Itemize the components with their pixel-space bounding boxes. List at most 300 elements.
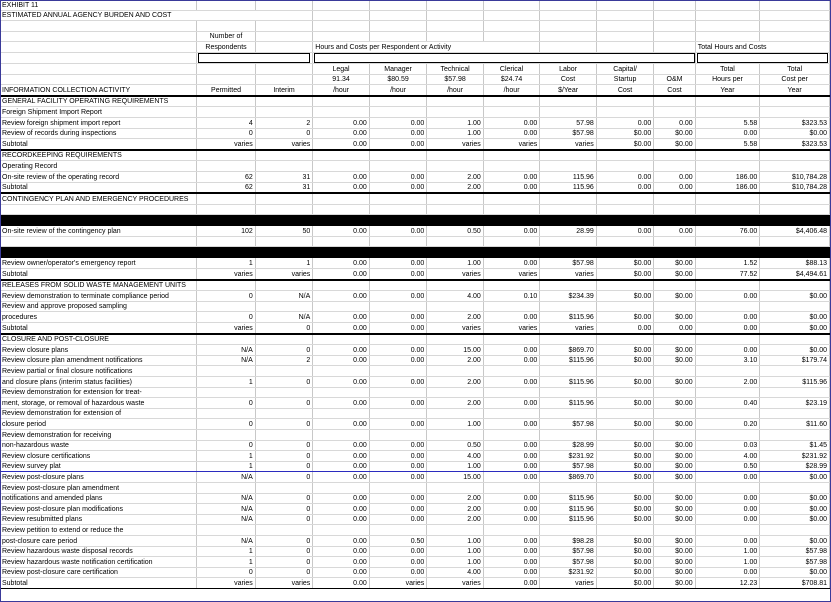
value-cell: $115.96 [540,398,597,409]
label-row [0,429,830,440]
value-cell: $57.98 [540,557,597,568]
activity-label: Subtotal [0,323,197,334]
table-row [0,440,830,451]
manager-header-2: $80.59 [369,74,427,85]
value-cell: $323.53 [760,139,830,150]
empty-cell [483,301,540,312]
value-cell: 0.00 [695,128,760,139]
subtotal-row [0,323,830,334]
num-respondents-label-1: Number of [197,31,256,42]
value-cell: 0.00 [313,323,370,334]
empty-cell [596,107,654,118]
empty-cell [540,429,597,440]
value-cell: N/A [197,504,256,515]
value-cell: 0.00 [313,226,370,237]
activity-label: Subtotal [0,182,197,193]
value-cell: N/A [197,472,256,483]
empty-cell [427,429,484,440]
empty-cell [313,96,370,107]
value-cell: $231.92 [540,567,597,578]
section-header-row [0,96,830,107]
redacted-cell [369,247,427,258]
total-cost-header-3: Year [760,85,830,96]
value-cell: varies [483,323,540,334]
activity-label: On-site review of the operating record [0,171,197,182]
empty-cell [760,107,830,118]
table-row [0,117,830,128]
value-cell: 0.00 [369,504,427,515]
empty-cell [255,204,313,215]
empty-cell [760,193,830,204]
empty-cell [483,366,540,377]
value-cell: 2.00 [427,377,484,388]
legal-header-1: Legal [313,63,370,74]
empty-cell [197,429,256,440]
value-cell: 0 [255,323,313,334]
empty-cell [540,366,597,377]
table-row [0,355,830,366]
empty-cell [313,161,370,172]
value-cell: 0 [255,567,313,578]
empty-cell [695,150,760,161]
table-body [0,96,830,589]
redacted-cell [695,247,760,258]
empty-cell [483,193,540,204]
total-hours-header-2: Hours per [695,74,760,85]
value-cell: 0.00 [654,323,695,334]
value-cell: 1.00 [427,419,484,430]
activity-label: Review owner/operator's emergency report [0,258,197,269]
empty-cell [596,301,654,312]
redacted-row [0,247,830,258]
value-cell: $0.00 [654,377,695,388]
redacted-cell [197,247,256,258]
empty-cell [654,161,695,172]
activity-label: Review survey plat [0,461,197,472]
value-cell: 0 [255,514,313,525]
value-cell: $0.00 [654,451,695,462]
empty-cell [540,193,597,204]
value-cell: 0.00 [369,567,427,578]
table-row [0,514,830,525]
activity-label: Review demonstration for extension for treat- [0,387,197,398]
activity-label: Foreign Shipment Import Report [0,107,197,118]
empty-cell [654,429,695,440]
activity-label [0,204,197,215]
empty-cell [540,301,597,312]
value-cell: $231.92 [540,451,597,462]
value-cell: 0.00 [483,440,540,451]
value-cell: 2.00 [427,493,484,504]
empty-cell [596,150,654,161]
table-row [0,258,830,269]
empty-cell [427,204,484,215]
value-cell: $0.00 [760,345,830,356]
empty-cell [483,161,540,172]
value-cell: $57.98 [540,461,597,472]
value-cell: 77.52 [695,269,760,280]
value-cell: 4.00 [427,567,484,578]
value-cell: 0.00 [654,182,695,193]
empty-cell [369,366,427,377]
table-row [0,451,830,462]
value-cell: varies [197,578,256,589]
value-cell: $0.00 [654,269,695,280]
label-row [0,204,830,215]
value-cell: $57.98 [540,419,597,430]
activity-label: closure period [0,419,197,430]
activity-label: Subtotal [0,269,197,280]
empty-cell [760,161,830,172]
value-cell: 0.00 [313,182,370,193]
value-cell: $0.00 [654,440,695,451]
empty-cell [427,280,484,291]
empty-cell [197,161,256,172]
value-cell: 0.00 [313,461,370,472]
value-cell: 0.00 [369,345,427,356]
permitted-header: Permitted [197,85,256,96]
value-cell: 0.00 [483,258,540,269]
activity-label: Review closure plans [0,345,197,356]
empty-cell [197,96,256,107]
empty-cell [695,193,760,204]
value-cell: 0.00 [313,345,370,356]
redacted-cell [654,215,695,226]
empty-cell [654,482,695,493]
section-title: RELEASES FROM SOLID WASTE MANAGEMENT UNITS [0,280,197,291]
empty-cell [540,387,597,398]
labor-header-2: Cost [540,74,597,85]
value-cell: 0 [255,493,313,504]
value-cell: 2 [255,355,313,366]
activity-label: Review foreign shipment import report [0,117,197,128]
value-cell: $179.74 [760,355,830,366]
value-cell: $869.70 [540,472,597,483]
value-cell: $11.60 [760,419,830,430]
redacted-cell [483,247,540,258]
value-cell: $4,494.61 [760,269,830,280]
empty-cell [695,107,760,118]
value-cell: 1 [197,451,256,462]
hours-costs-bracket [314,53,694,63]
value-cell: $57.98 [540,546,597,557]
empty-cell [654,280,695,291]
value-cell: $115.96 [540,355,597,366]
empty-cell [483,525,540,536]
value-cell: $0.00 [596,312,654,323]
value-cell: $234.39 [540,291,597,302]
value-cell: $0.00 [596,419,654,430]
value-cell: 0.00 [313,312,370,323]
value-cell: 0.00 [695,323,760,334]
value-cell: 0.00 [483,451,540,462]
value-cell: 0.00 [483,504,540,515]
empty-cell [760,366,830,377]
table-row [0,461,830,472]
redacted-cell [483,215,540,226]
value-cell: $98.28 [540,535,597,546]
value-cell: varies [427,578,484,589]
section-title: CONTINGENCY PLAN AND EMERGENCY PROCEDURES [0,193,197,204]
value-cell: 0 [197,312,256,323]
empty-cell [695,280,760,291]
value-cell: 2.00 [427,514,484,525]
activity-label: post-closure care period [0,535,197,546]
value-cell: $0.00 [654,355,695,366]
empty-cell [654,301,695,312]
value-cell: 1.00 [427,461,484,472]
respondents-bracket [198,53,310,63]
empty-cell [369,236,427,247]
empty-cell [483,96,540,107]
value-cell: $0.00 [760,128,830,139]
clerical-header-3: /hour [483,85,540,96]
empty-cell [255,193,313,204]
empty-cell [427,408,484,419]
value-cell: varies [540,139,597,150]
value-cell: 0 [255,557,313,568]
empty-cell [255,429,313,440]
capital-header-3: Cost [596,85,654,96]
value-cell: $0.00 [760,504,830,515]
value-cell: $0.00 [760,514,830,525]
empty-cell [596,204,654,215]
redacted-cell [197,215,256,226]
empty-cell [540,150,597,161]
technical-header-2: $57.98 [427,74,484,85]
value-cell: 0.00 [313,171,370,182]
empty-cell [369,482,427,493]
value-cell: varies [255,139,313,150]
legal-header-2: 91.34 [313,74,370,85]
value-cell: 76.00 [695,226,760,237]
value-cell: 0 [255,377,313,388]
value-cell: 0.00 [369,440,427,451]
activity-label: procedures [0,312,197,323]
empty-cell [255,150,313,161]
value-cell: $28.99 [540,440,597,451]
empty-cell [427,387,484,398]
value-cell: $0.00 [654,461,695,472]
value-cell: 0.00 [695,472,760,483]
empty-cell [695,525,760,536]
empty-cell [427,525,484,536]
value-cell: $0.00 [596,451,654,462]
value-cell: $0.00 [760,323,830,334]
empty-cell [369,429,427,440]
empty-cell [369,334,427,345]
value-cell: 0.00 [369,546,427,557]
value-cell: 0.50 [369,535,427,546]
table-row [0,546,830,557]
value-cell: $0.00 [654,514,695,525]
empty-cell [197,387,256,398]
total-hours-header-3: Year [695,85,760,96]
value-cell: 0.50 [695,461,760,472]
value-cell: 0.20 [695,419,760,430]
table-row [0,419,830,430]
value-cell: $0.00 [596,493,654,504]
table-row [0,291,830,302]
empty-cell [695,429,760,440]
value-cell: $115.96 [540,493,597,504]
empty-cell [197,301,256,312]
empty-cell [654,204,695,215]
value-cell: 2.00 [427,171,484,182]
value-cell: $0.00 [654,546,695,557]
value-cell: 0 [197,440,256,451]
value-cell: 0.00 [483,171,540,182]
value-cell: 1 [197,557,256,568]
empty-cell [760,280,830,291]
value-cell: 2.00 [427,504,484,515]
empty-cell [313,280,370,291]
empty-cell [596,429,654,440]
value-cell: 5.58 [695,117,760,128]
empty-cell [369,408,427,419]
redacted-cell [0,215,197,226]
value-cell: 0.00 [654,117,695,128]
value-cell: $0.00 [654,557,695,568]
om-header-2: O&M [654,74,695,85]
value-cell: 115.96 [540,182,597,193]
empty-cell [483,204,540,215]
value-cell: 0.00 [483,355,540,366]
value-cell: 0.00 [596,182,654,193]
empty-cell [760,204,830,215]
value-cell: $0.00 [596,258,654,269]
value-cell: 0.00 [695,514,760,525]
value-cell: 0.00 [369,451,427,462]
value-cell: 0 [255,345,313,356]
value-cell: 0 [255,419,313,430]
value-cell: N/A [197,345,256,356]
value-cell: 1.00 [695,546,760,557]
activity-label [0,236,197,247]
empty-cell [427,334,484,345]
value-cell: 0 [255,451,313,462]
activity-label: On-site review of the contingency plan [0,226,197,237]
section-header-row [0,334,830,345]
value-cell: 0.00 [313,377,370,388]
value-cell: varies [540,578,597,589]
technical-header-3: /hour [427,85,484,96]
value-cell: 2.00 [695,377,760,388]
value-cell: 31 [255,182,313,193]
value-cell: 0.50 [427,226,484,237]
value-cell: 0.50 [427,440,484,451]
value-cell: $0.00 [654,128,695,139]
empty-cell [197,280,256,291]
value-cell: 0 [255,472,313,483]
value-cell: N/A [197,514,256,525]
value-cell: N/A [255,291,313,302]
empty-cell [369,161,427,172]
value-cell: $0.00 [760,291,830,302]
value-cell: 0.00 [596,226,654,237]
table-row [0,557,830,568]
redacted-row [0,215,830,226]
value-cell: 0.00 [654,226,695,237]
labor-header-1: Labor [540,63,597,74]
empty-cell [483,429,540,440]
value-cell: 0.00 [313,128,370,139]
label-row [0,387,830,398]
value-cell: varies [540,323,597,334]
activity-label: Review closure plan amendment notifications [0,355,197,366]
empty-cell [369,525,427,536]
value-cell: 0.00 [695,312,760,323]
value-cell: 0.00 [313,504,370,515]
value-cell: 0.00 [596,171,654,182]
empty-cell [695,387,760,398]
value-cell: $0.00 [596,128,654,139]
value-cell: 0 [197,398,256,409]
empty-cell [654,236,695,247]
empty-cell [255,408,313,419]
empty-cell [255,366,313,377]
value-cell: 0.00 [313,117,370,128]
label-row [0,236,830,247]
value-cell: 0.00 [483,226,540,237]
label-row [0,161,830,172]
empty-cell [255,236,313,247]
empty-cell [197,204,256,215]
value-cell: 0.00 [369,419,427,430]
section-title: CLOSURE AND POST-CLOSURE [0,334,197,345]
empty-cell [483,408,540,419]
value-cell: $0.00 [760,535,830,546]
value-cell: 2.00 [427,312,484,323]
empty-cell [760,334,830,345]
value-cell: varies [427,139,484,150]
value-cell: varies [369,578,427,589]
empty-cell [197,193,256,204]
table-row [0,493,830,504]
value-cell: $0.00 [596,345,654,356]
value-cell: 0.00 [313,557,370,568]
value-cell: 0.00 [369,182,427,193]
value-cell: 0.00 [313,258,370,269]
activity-label: Review partial or final closure notifications [0,366,197,377]
table-row [0,398,830,409]
empty-cell [255,387,313,398]
value-cell: $115.96 [540,514,597,525]
section-title: RECORDKEEPING REQUIREMENTS [0,150,197,161]
value-cell: 0.00 [695,504,760,515]
value-cell: 0 [255,535,313,546]
label-row [0,482,830,493]
value-cell: 0.00 [369,128,427,139]
empty-cell [255,482,313,493]
activity-label: notifications and amended plans [0,493,197,504]
empty-cell [255,280,313,291]
empty-cell [255,525,313,536]
value-cell: 0.00 [369,461,427,472]
table-row [0,535,830,546]
value-cell: 1.00 [427,258,484,269]
value-cell: 0.00 [695,535,760,546]
value-cell: varies [255,578,313,589]
capital-header-2: Startup [596,74,654,85]
empty-cell [427,96,484,107]
value-cell: $10,784.28 [760,171,830,182]
empty-cell [313,236,370,247]
empty-cell [255,107,313,118]
empty-cell [483,387,540,398]
activity-label: Review closure certifications [0,451,197,462]
value-cell: 0.00 [483,419,540,430]
